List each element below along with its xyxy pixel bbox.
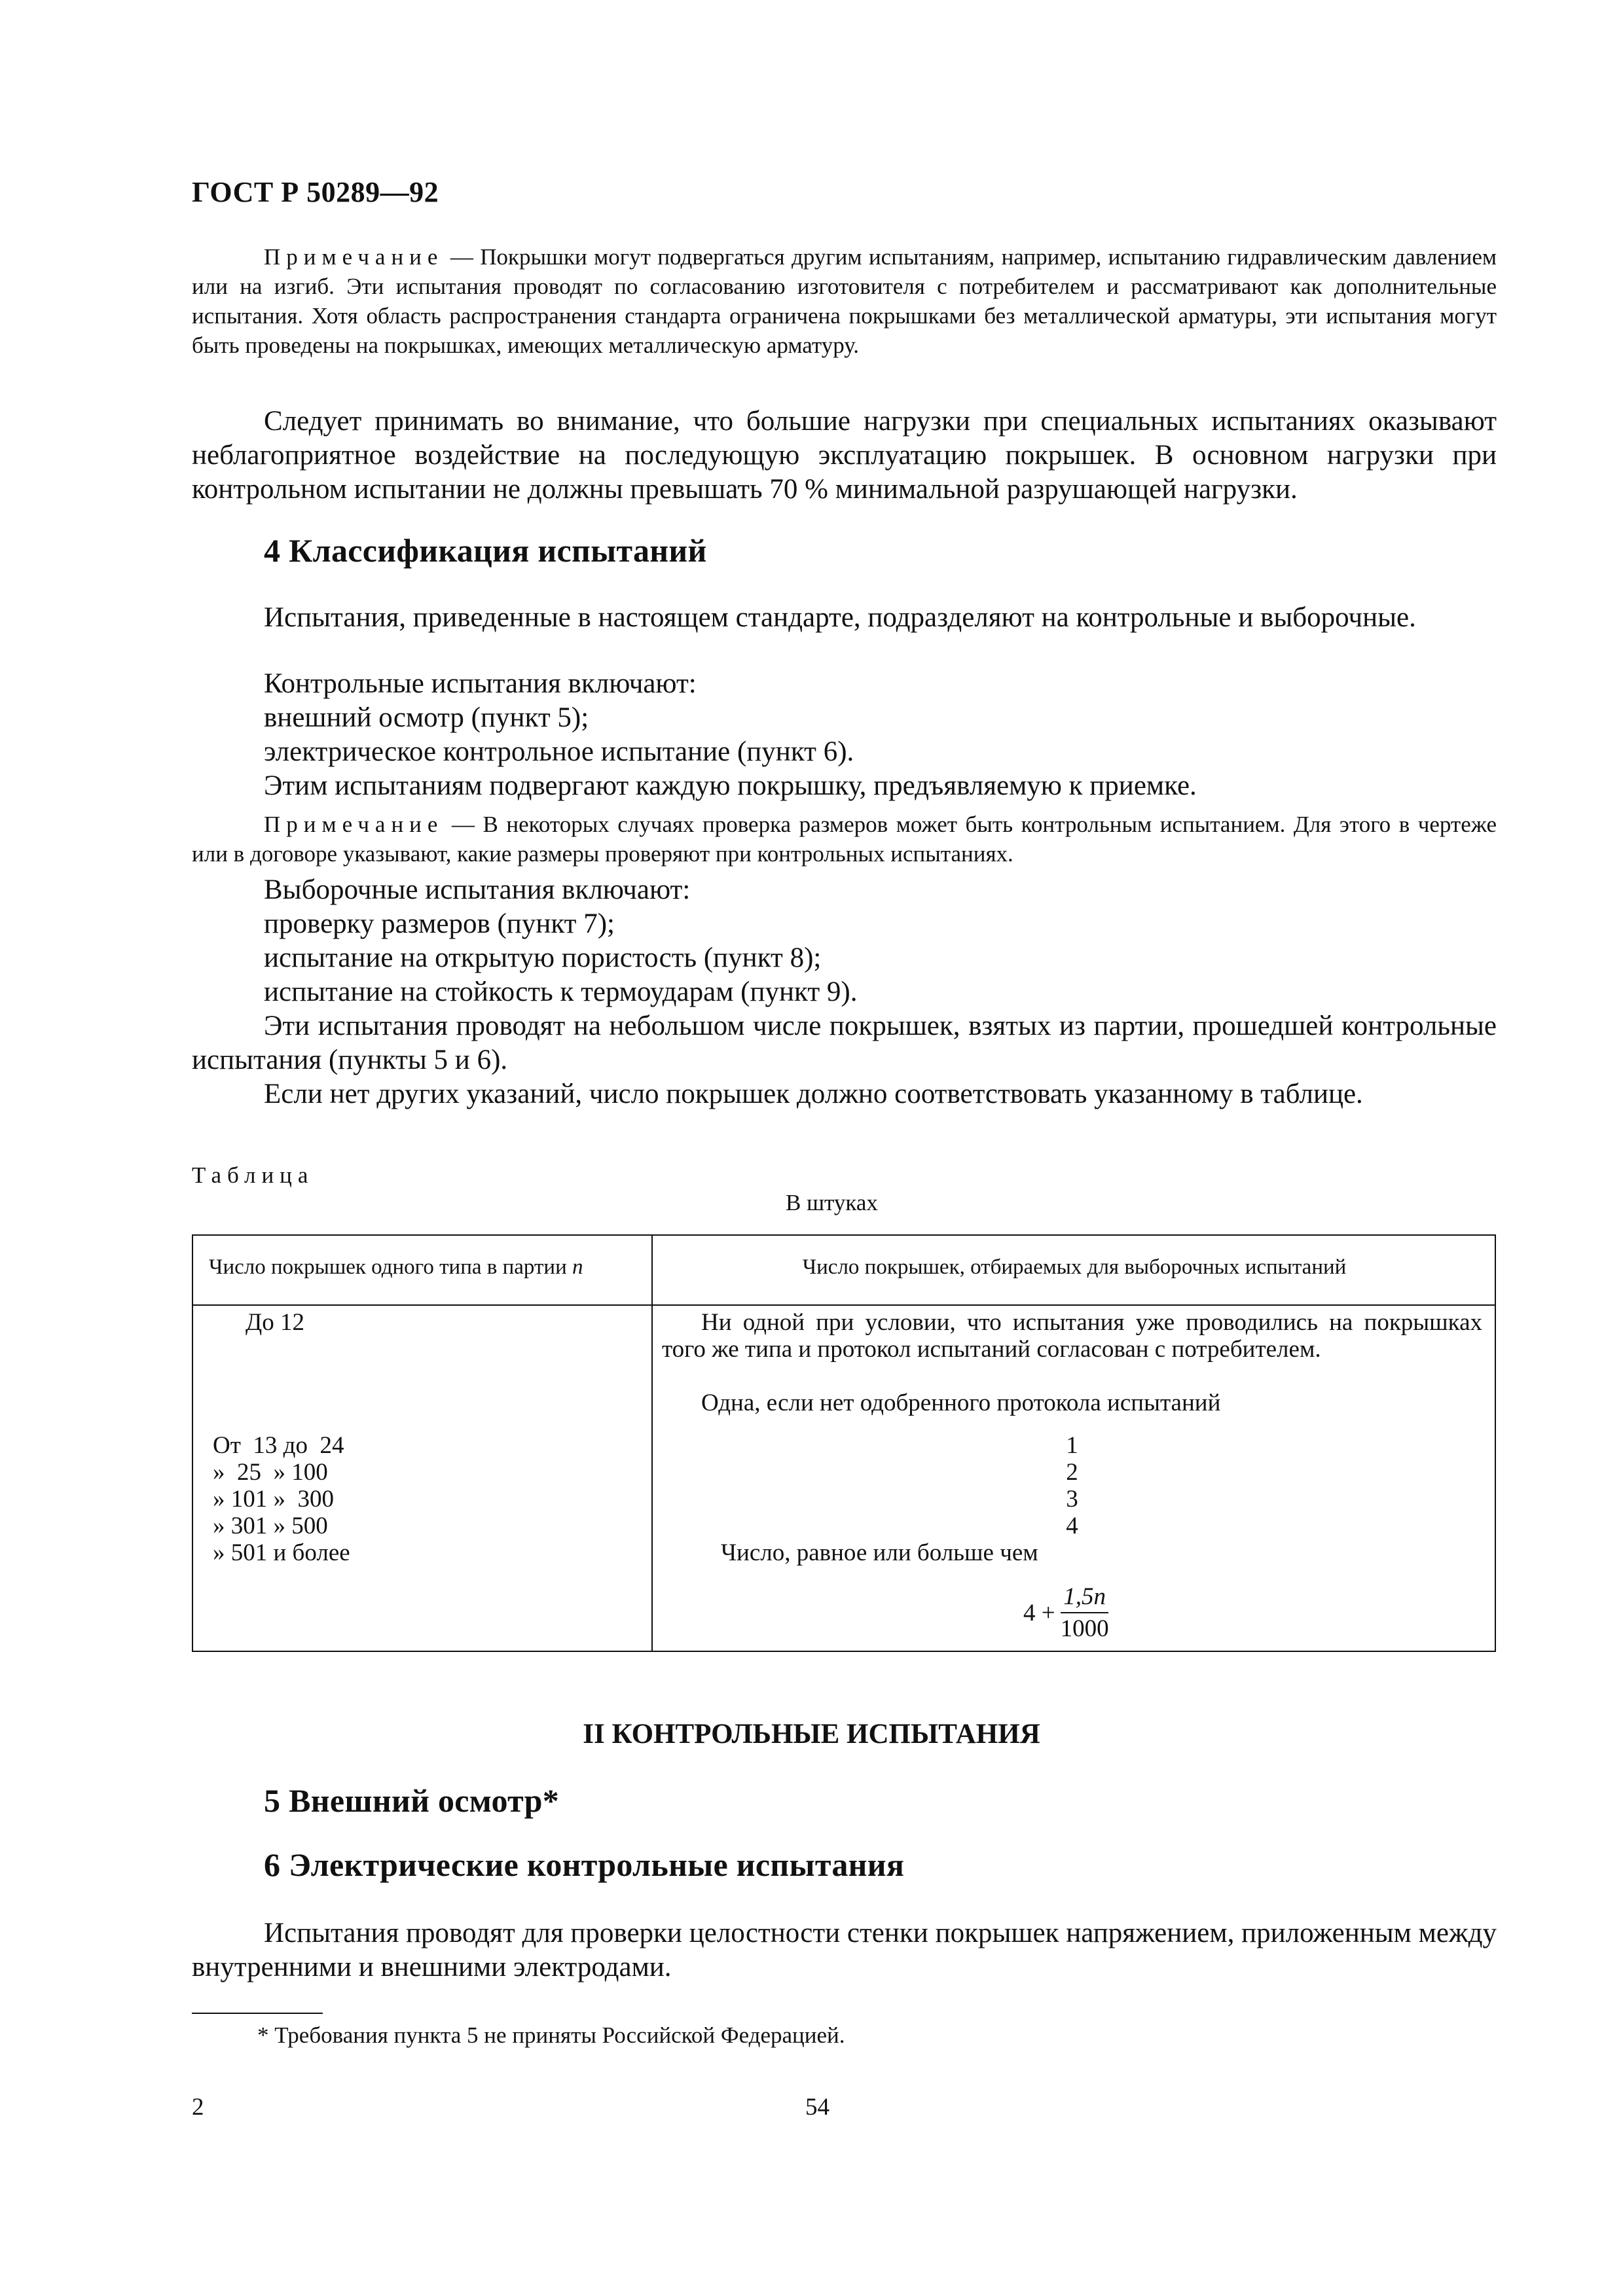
table-column-divider xyxy=(651,1236,653,1651)
page-number-left: 2 xyxy=(192,2094,204,2121)
table-header-col1-variable: n xyxy=(572,1255,583,1279)
part-2-heading: II КОНТРОЛЬНЫЕ ИСПЫТАНИЯ xyxy=(583,1719,1040,1749)
table-range-3: » 101 » 300 xyxy=(213,1486,334,1513)
note-block xyxy=(192,242,1497,360)
table-range-1: От 13 до 24 xyxy=(213,1432,344,1459)
table-header-divider xyxy=(193,1304,1495,1306)
note-text: — Покрышки могут подвергаться другим испытаниям, например, испытанию гидравлическим давлением или на изгиб. Эти испытания проводят по согласованию изготовителя с потребителем и рассматривают как дополнительные испытания. Хотя область распространения стандарта ограничена покрышками без металлической арматуры, эти испытания могут быть проведены на покрышках, имеющих металлическую арматуру. xyxy=(192,244,1497,358)
section-6-text: Испытания проводят для проверки целостности стенки покрышек напряжением, приложенным между внутренними и внешними электродами. xyxy=(192,1918,1497,1982)
note-label: Примечание xyxy=(264,244,444,270)
formula xyxy=(1023,1583,1109,1643)
last-line: Если нет других указаний, число покрышек должно соответствовать указанному в таблице. xyxy=(264,1079,1363,1109)
note-label-2: Примечание xyxy=(264,812,444,837)
table-row1-col1: До 12 xyxy=(246,1309,304,1336)
table-header-col1 xyxy=(209,1255,583,1280)
note-block-2 xyxy=(192,810,1497,869)
section-5-heading: 5 Внешний осмотр* xyxy=(264,1782,559,1819)
table-value-4: 4 xyxy=(1066,1513,1078,1539)
table-header-col1-text: Число покрышек одного типа в партии xyxy=(209,1255,567,1279)
sample-paragraph: Эти испытания проводят на небольшом числе покрышек, взятых из партии, прошедшей контрольные испытания (пункты 5 и 6). xyxy=(192,1011,1497,1075)
table-range-4: » 301 » 500 xyxy=(213,1513,328,1539)
formula-fraction xyxy=(1061,1583,1109,1643)
control-line-2: внешний осмотр (пункт 5); xyxy=(264,702,589,733)
section-4-intro: Испытания, приведенные в настоящем стандарте, подразделяют на контрольные и выборочные. xyxy=(264,602,1416,633)
table-caption: Таблица xyxy=(192,1162,314,1188)
note-text-2: — В некоторых случаях проверка размеров может быть контрольным испытанием. Для этого в чертеже или в договоре указывают, какие размеры проверяют при контрольных испытаниях. xyxy=(192,812,1497,867)
table-value-5: Число, равное или больше чем xyxy=(721,1539,1038,1566)
table-row1-col2-b: Одна, если нет одобренного протокола испытаний xyxy=(701,1390,1221,1416)
paragraph-loads: Следует принимать во внимание, что большие нагрузки при специальных испытаниях оказывают неблагоприятное воздействие на последующую эксплуатацию покрышек. В основном нагрузки при контрольном испытании не должны превышать 70 % минимальной разрушающей нагрузки. xyxy=(192,406,1497,505)
formula-lead: 4 + xyxy=(1023,1599,1055,1626)
table-header-col2: Число покрышек, отбираемых для выборочных испытаний xyxy=(802,1255,1347,1279)
table-range-5: » 501 и более xyxy=(213,1539,350,1566)
table-value-3: 3 xyxy=(1066,1486,1078,1513)
page-number-center: 54 xyxy=(805,2094,830,2121)
sample-line-4: испытание на стойкость к термоударам (пункт 9). xyxy=(264,977,858,1007)
table-units: В штуках xyxy=(786,1190,878,1215)
sample-line-2: проверку размеров (пункт 7); xyxy=(264,908,615,939)
sample-line-1: Выборочные испытания включают: xyxy=(264,874,691,905)
control-line-4: Этим испытаниям подвергают каждую покрышку, предъявляемую к приемке. xyxy=(264,770,1197,801)
footnote-rule xyxy=(192,2013,323,2014)
formula-numerator: 1,5n xyxy=(1061,1583,1108,1613)
table-row1-col2: Ни одной при условии, что испытания уже проводились на покрышках того же типа и протокол испытаний согласован с потребителем. xyxy=(662,1309,1482,1363)
table-value-2: 2 xyxy=(1066,1459,1078,1486)
sample-line-3: испытание на открытую пористость (пункт 8); xyxy=(264,942,822,973)
table-range-2: » 25 » 100 xyxy=(213,1459,328,1486)
section-4-heading: 4 Классификация испытаний xyxy=(264,532,707,569)
footnote: * Требования пункта 5 не приняты Российской Федерацией. xyxy=(257,2022,845,2048)
formula-denominator: 1000 xyxy=(1060,1615,1109,1642)
section-6-heading: 6 Электрические контрольные испытания xyxy=(264,1846,905,1883)
document-header: ГОСТ Р 50289—92 xyxy=(192,176,439,208)
table-value-1: 1 xyxy=(1066,1432,1078,1459)
control-line-1: Контрольные испытания включают: xyxy=(264,668,697,699)
sample-size-table xyxy=(192,1234,1496,1652)
control-line-3: электрическое контрольное испытание (пункт 6). xyxy=(264,736,854,767)
